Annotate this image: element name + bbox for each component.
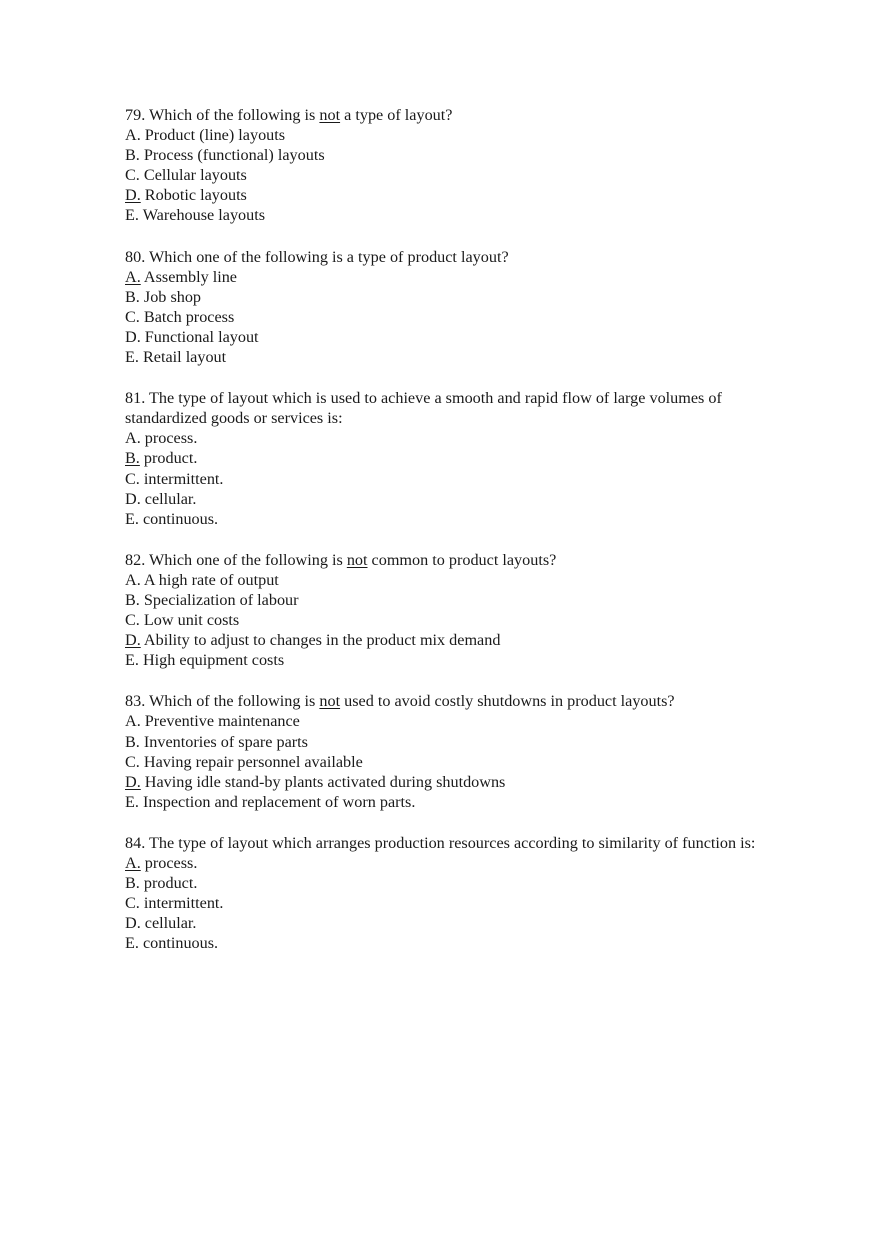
question-text: Which one of the following is a type of product layout?: [149, 247, 509, 266]
answer-option: [125, 448, 790, 468]
answer-option: [125, 933, 790, 953]
answer-option: [125, 772, 790, 792]
emphasis-underline: not: [346, 550, 368, 569]
option-text: product.: [143, 449, 198, 468]
option-letter: D.: [125, 489, 141, 508]
option-letter: E.: [125, 651, 139, 670]
question-number: 84.: [125, 833, 146, 852]
question-84: [125, 833, 790, 954]
answer-option: [125, 307, 790, 327]
question-stem: [125, 388, 790, 428]
option-letter: E.: [125, 509, 139, 528]
question-number: 83.: [125, 692, 146, 711]
option-text: A high rate of output: [143, 570, 279, 589]
option-letter: E.: [125, 792, 139, 811]
question-text: Which of the following is: [149, 692, 320, 711]
option-text: Warehouse layouts: [142, 206, 266, 225]
question-stem: [125, 247, 790, 267]
option-text: High equipment costs: [142, 651, 285, 670]
question-text: Which of the following is: [149, 106, 320, 124]
option-text: Inventories of spare parts: [143, 732, 308, 751]
question-79: [125, 105, 790, 226]
answer-option: [125, 570, 790, 590]
option-text: Retail layout: [142, 348, 227, 367]
option-text: Assembly line: [143, 267, 237, 286]
answer-option: [125, 792, 790, 812]
option-letter: A.: [125, 712, 141, 731]
option-letter: A.: [125, 570, 141, 589]
option-text: Having idle stand-by plants activated during shutdowns: [144, 772, 506, 791]
option-text: Cellular layouts: [143, 166, 247, 185]
answer-option: [125, 711, 790, 731]
option-letter: B.: [125, 146, 140, 165]
option-text: Job shop: [143, 287, 202, 306]
option-text: cellular.: [144, 489, 197, 508]
question-text: The type of layout which is used to achieve a smooth and rapid flow of large volumes of standardized goods or services is:: [125, 389, 726, 428]
answer-option: [125, 428, 790, 448]
option-text: intermittent.: [143, 894, 224, 913]
option-text: process.: [144, 429, 198, 448]
option-letter: E.: [125, 934, 139, 953]
answer-option: [125, 287, 790, 307]
option-letter: D.: [125, 327, 141, 346]
question-text: common to product layouts?: [367, 550, 557, 569]
answer-option: [125, 913, 790, 933]
answer-option: [125, 165, 790, 185]
answer-option: [125, 489, 790, 509]
question-text: a type of layout?: [340, 106, 453, 124]
question-text: The type of layout which arranges production resources according to similarity of function is:: [149, 833, 756, 852]
answer-option: [125, 469, 790, 489]
option-letter: D.: [125, 914, 141, 933]
option-text: Functional layout: [144, 327, 259, 346]
option-letter: C.: [125, 469, 140, 488]
answer-option: [125, 752, 790, 772]
option-letter: A.: [125, 126, 141, 145]
question-text: used to avoid costly shutdowns in product layouts?: [340, 692, 675, 711]
option-letter-correct: D.: [125, 186, 141, 205]
option-letter-correct: D.: [125, 631, 141, 650]
answer-option: [125, 610, 790, 630]
option-letter-correct: B.: [125, 449, 140, 468]
option-letter: A.: [125, 429, 141, 448]
option-text: process.: [144, 854, 198, 872]
question-stem: [125, 691, 790, 711]
option-text: Process (functional) layouts: [143, 146, 325, 165]
question-81: [125, 388, 790, 529]
answer-option: [125, 185, 790, 205]
option-text: Low unit costs: [143, 611, 240, 630]
answer-option: [125, 893, 790, 913]
answer-option: [125, 873, 790, 893]
option-text: product.: [143, 874, 198, 893]
question-83: [125, 691, 790, 812]
option-text: Preventive maintenance: [144, 712, 300, 731]
option-letter: C.: [125, 307, 140, 326]
question-82: [125, 550, 790, 671]
option-letter: C.: [125, 166, 140, 185]
option-text: cellular.: [144, 914, 197, 933]
option-letter: C.: [125, 611, 140, 630]
option-text: intermittent.: [143, 469, 224, 488]
question-number: 81.: [125, 389, 146, 408]
option-letter-correct: A.: [125, 267, 141, 286]
emphasis-underline: not: [319, 692, 341, 711]
option-letter: B.: [125, 287, 140, 306]
question-number: 80.: [125, 247, 146, 266]
option-letter: C.: [125, 894, 140, 913]
answer-option: [125, 630, 790, 650]
answer-option: [125, 590, 790, 610]
option-text: Ability to adjust to changes in the product mix demand: [143, 631, 501, 650]
option-letter: C.: [125, 752, 140, 771]
option-text: Inspection and replacement of worn parts.: [142, 792, 416, 811]
option-letter: B.: [125, 590, 140, 609]
question-stem: [125, 833, 790, 853]
question-80: [125, 247, 790, 368]
answer-option: [125, 650, 790, 670]
answer-option: [125, 509, 790, 529]
answer-option: [125, 125, 790, 145]
answer-option: [125, 853, 790, 873]
option-letter: E.: [125, 206, 139, 225]
answer-option: [125, 145, 790, 165]
option-text: Robotic layouts: [144, 186, 247, 205]
question-number: 82.: [125, 550, 146, 569]
question-text: Which one of the following is: [149, 550, 347, 569]
option-letter-correct: D.: [125, 772, 141, 791]
answer-option: [125, 732, 790, 752]
option-text: Product (line) layouts: [144, 126, 286, 145]
option-letter-correct: A.: [125, 854, 141, 872]
option-text: Having repair personnel available: [143, 752, 363, 771]
option-letter: E.: [125, 348, 139, 367]
emphasis-underline: not: [319, 106, 341, 124]
option-text: continuous.: [142, 509, 219, 528]
answer-option: [125, 205, 790, 225]
question-number: 79.: [125, 106, 146, 124]
answer-option: [125, 347, 790, 367]
answer-option: [125, 267, 790, 287]
answer-option: [125, 327, 790, 347]
question-stem: [125, 550, 790, 570]
option-letter: B.: [125, 732, 140, 751]
option-text: Specialization of labour: [143, 590, 299, 609]
question-stem: [125, 105, 790, 125]
option-text: Batch process: [143, 307, 235, 326]
option-text: continuous.: [142, 934, 219, 953]
option-letter: B.: [125, 874, 140, 893]
